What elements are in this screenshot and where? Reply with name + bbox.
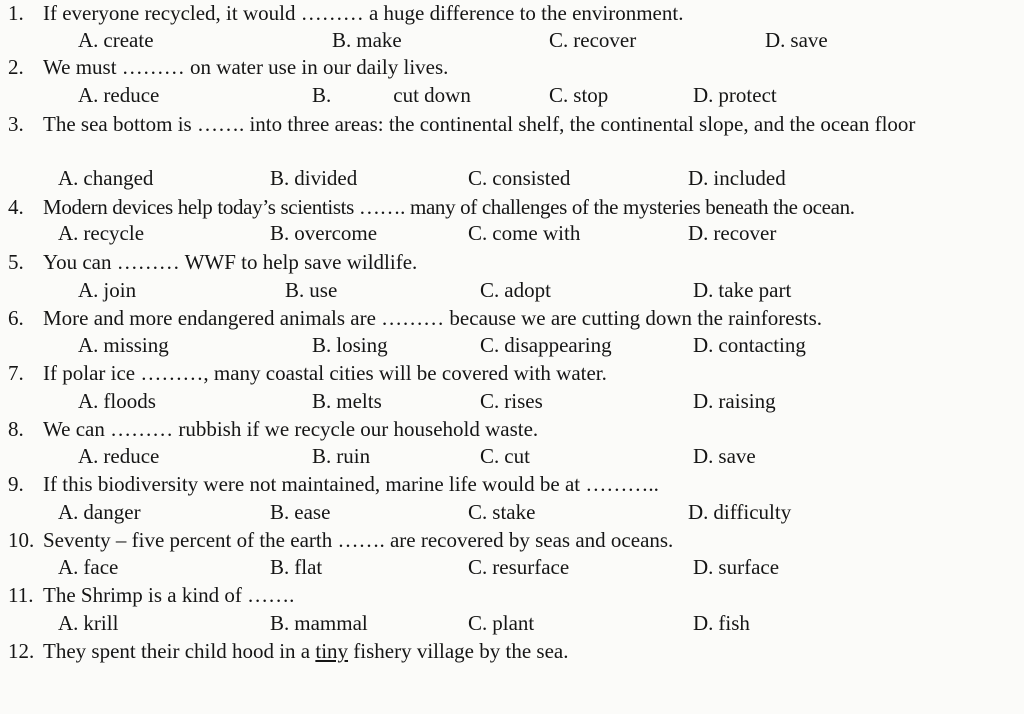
option-d: D. included — [688, 166, 786, 190]
option-c: C. plant — [468, 611, 535, 635]
option-d: D. surface — [693, 555, 780, 579]
question-text: More and more endangered animals are ……… because we are cutting down the rainforests. — [43, 306, 823, 330]
question-text: If polar ice ………, many coastal cities will be covered with water. — [43, 361, 607, 385]
question-number: 10. — [8, 528, 35, 552]
question-text: We can ……… rubbish if we recycle our household waste. — [43, 417, 539, 441]
option-a: A. danger — [58, 500, 141, 524]
option-d: D. save — [765, 28, 828, 52]
option-c: C. disappearing — [480, 333, 612, 357]
option-a: A. join — [78, 278, 137, 302]
option-a: A. changed — [58, 166, 154, 190]
option-c: C. stop — [549, 83, 609, 107]
option-a: A. krill — [58, 611, 119, 635]
option-c: C. cut — [480, 444, 530, 468]
option-a: A. recycle — [58, 221, 145, 245]
question-number: 8. — [8, 417, 24, 441]
option-c: C. adopt — [480, 278, 551, 302]
question-text: If this biodiversity were not maintained, marine life would be at ……….. — [43, 472, 659, 496]
option-b: B. divided — [270, 166, 358, 190]
option-a: A. missing — [78, 333, 169, 357]
question-text: We must ……… on water use in our daily lives. — [43, 55, 449, 79]
option-d: D. take part — [693, 278, 792, 302]
option-a: A. create — [78, 28, 154, 52]
option-d: D. recover — [688, 221, 777, 245]
option-b: B. use — [285, 278, 338, 302]
question-number: 4. — [8, 195, 24, 219]
option-a: A. face — [58, 555, 119, 579]
option-b: B. overcome — [270, 221, 378, 245]
option-b: B. cut down — [312, 83, 471, 107]
option-d: D. difficulty — [688, 500, 792, 524]
question-number: 12. — [8, 639, 35, 663]
question-number: 2. — [8, 55, 24, 79]
option-b: B. make — [332, 28, 402, 52]
question-number: 1. — [8, 1, 24, 25]
option-d: D. contacting — [693, 333, 806, 357]
option-c: C. recover — [549, 28, 637, 52]
option-c: C. rises — [480, 389, 543, 413]
question-number: 6. — [8, 306, 24, 330]
question-text: The sea bottom is ……. into three areas: the continental shelf, the continental slope, and the ocean floor — [43, 112, 916, 136]
question-text: They spent their child hood in a tiny fishery village by the sea. — [43, 639, 569, 663]
question-number: 9. — [8, 472, 24, 496]
question-number: 3. — [8, 112, 24, 136]
option-b: B. losing — [312, 333, 388, 357]
option-c: C. consisted — [468, 166, 571, 190]
option-d: D. fish — [693, 611, 750, 635]
option-b: B. ease — [270, 500, 331, 524]
question-text: If everyone recycled, it would ……… a huge difference to the environment. — [43, 1, 684, 25]
option-c: C. stake — [468, 500, 536, 524]
option-a: A. reduce — [78, 83, 160, 107]
option-b: B. ruin — [312, 444, 371, 468]
question-text: Modern devices help today’s scientists ……. many of challenges of the mysteries beneath the ocean. — [43, 195, 855, 219]
question-text: You can ……… WWF to help save wildlife. — [43, 250, 418, 274]
option-a: A. floods — [78, 389, 156, 413]
option-d: D. protect — [693, 83, 777, 107]
question-text: The Shrimp is a kind of ……. — [43, 583, 295, 607]
question-text: Seventy – five percent of the earth ……. are recovered by seas and oceans. — [43, 528, 674, 552]
question-number: 11. — [8, 583, 34, 607]
option-c: C. resurface — [468, 555, 570, 579]
option-b: B. flat — [270, 555, 323, 579]
option-c: C. come with — [468, 221, 581, 245]
option-b: B. mammal — [270, 611, 368, 635]
question-number: 5. — [8, 250, 24, 274]
underlined-word: tiny — [315, 639, 349, 663]
option-b: B. melts — [312, 389, 382, 413]
option-d: D. raising — [693, 389, 776, 413]
option-d: D. save — [693, 444, 756, 468]
question-number: 7. — [8, 361, 24, 385]
option-a: A. reduce — [78, 444, 160, 468]
